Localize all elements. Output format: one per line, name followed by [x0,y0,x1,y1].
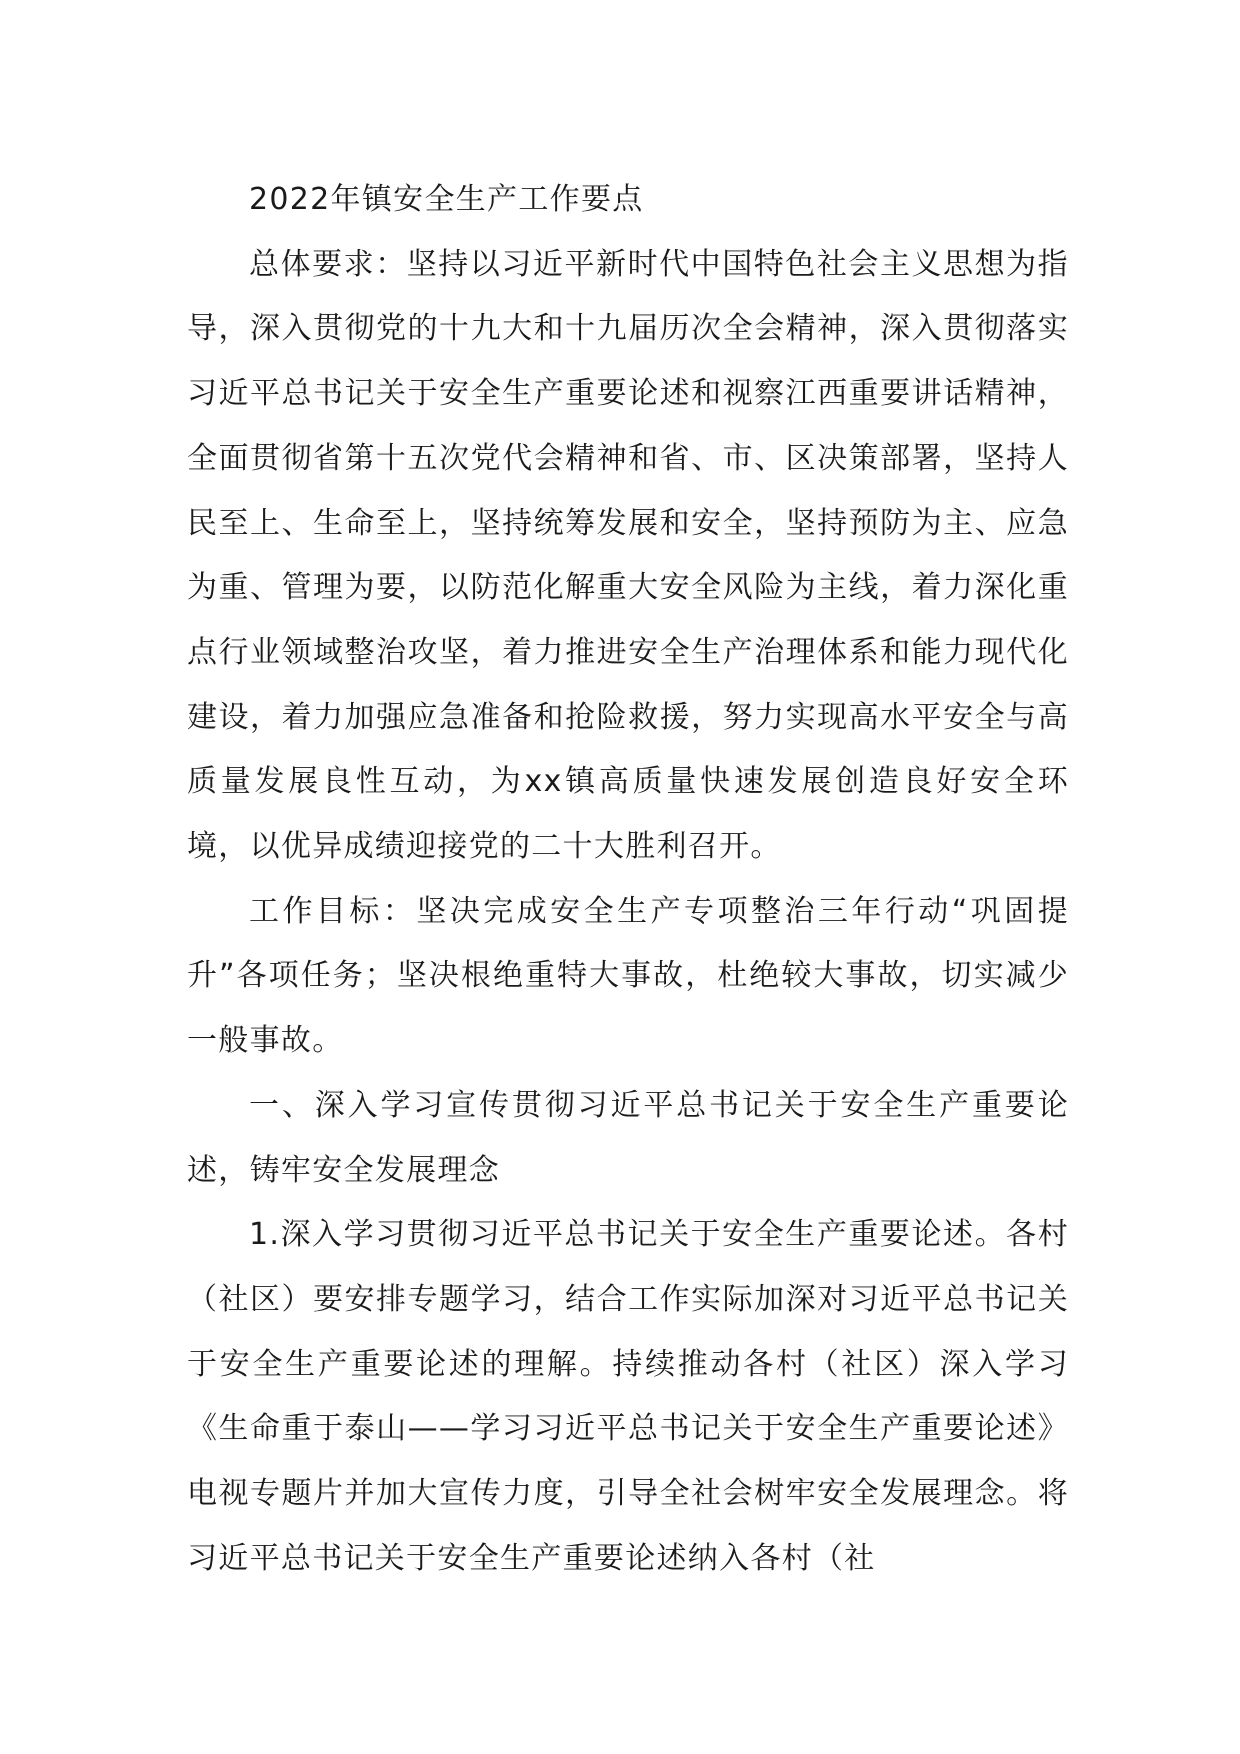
document-body [187,168,1069,1591]
paragraph-overall-requirements: 总体要求：坚持以习近平新时代中国特色社会主义思想为指导，深入贯彻党的十九大和十九届历次全会精神，深入贯彻落实习近平总书记关于安全生产重要论述和视察江西重要讲话精神，全面贯彻省第十五次党代会精神和省、市、区决策部署，坚持人民至上、生命至上，坚持统筹发展和安全，坚持预防为主、应急为重、管理为要，以防范化解重大安全风险为主线，着力深化重点行业领域整治攻坚，着力推进安全生产治理体系和能力现代化建设，着力加强应急准备和抢险救援，努力实现高水平安全与高质量发展良性互动，为xx镇高质量快速发展创造良好安全环境，以优异成绩迎接党的二十大胜利召开。 [187,246,1069,865]
paragraph-work-goals: 工作目标：坚决完成安全生产专项整治三年行动“巩固提升”各项任务；坚决根绝重特大事故，杜绝较大事故，切实减少一般事故。 [187,893,1069,1059]
document-title: 2022年镇安全生产工作要点 [249,182,644,217]
section-heading-1: 一、深入学习宣传贯彻习近平总书记关于安全生产重要论述，铸牢安全发展理念 [187,1087,1069,1188]
paragraph-item-1: 1.深入学习贯彻习近平总书记关于安全生产重要论述。各村（社区）要安排专题学习，结合工作实际加深对习近平总书记关于安全生产重要论述的理解。持续推动各村（社区）深入学习《生命重于泰山——学习习近平总书记关于安全生产重要论述》电视专题片并加大宣传力度，引导全社会树牢安全发展理念。将习近平总书记关于安全生产重要论述纳入各村（社 [187,1217,1069,1576]
